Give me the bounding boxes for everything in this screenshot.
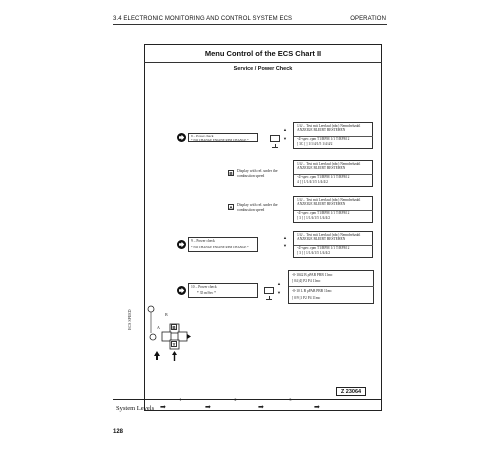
condition-label: Display with rel. under the <box>237 203 278 207</box>
entry-label: 9 – Power check <box>191 134 214 138</box>
arrow-right-icon: ➡ <box>160 403 166 411</box>
display-line: [ 3 [ ] 1/1/4/1/5 1/4/4/2 <box>297 216 331 220</box>
header-chapter: OPERATION <box>350 16 386 22</box>
display-line: [ 3 [ ] 1/1/4/1/5 1/4/4/2 <box>297 251 331 255</box>
display-box <box>293 122 373 149</box>
key-a: A <box>229 205 233 210</box>
display-box <box>288 270 374 304</box>
display-line: [ 0/9 |1 P2 P4 11mc <box>292 296 321 300</box>
entry-box <box>188 283 258 298</box>
down-arrow-icon: ▼ <box>283 243 287 248</box>
arrow-right-icon <box>177 133 186 142</box>
display-line: 1/4/... Test mit Leerlauf (nbc) Nenndrehzahl <box>297 162 361 166</box>
hand-icon <box>270 135 280 142</box>
entry-label: 9 – Power check <box>191 239 215 243</box>
display-line: -4/-spec. rpm T1/RPM 1/1 T/RPM 2 <box>297 175 350 179</box>
keypad-key-down: Y <box>172 342 176 347</box>
entry-box <box>188 237 258 252</box>
hand-icon <box>264 287 274 294</box>
key-b: B <box>229 171 233 176</box>
level-tick: -3- <box>288 397 293 402</box>
arrow-right-icon <box>177 286 186 295</box>
title-rule <box>144 62 382 63</box>
chart-subtitle: Service / Power Check <box>233 66 293 72</box>
display-line: [ 04 |4] P2 P4 11mc <box>292 279 321 283</box>
display-line: 1/4/... Test mit Leerlauf (nbc) Nenndrehzahl <box>297 233 361 237</box>
condition-label: Display with rel. under the <box>237 169 278 173</box>
display-line: -0-10 L B ρPAB PBB 11mc <box>292 289 332 293</box>
display-line: [ 3C [ ] 1/1/4/1/5 1/4/4/2 <box>297 142 333 146</box>
entry-label-sub: * 35 m/Sec * <box>197 291 216 295</box>
display-box <box>293 196 373 223</box>
display-line: ANZEIGE BLEIBT BESTEHEN <box>297 128 346 132</box>
display-box <box>293 160 373 187</box>
condition-label-sub: combustion speed <box>237 173 265 178</box>
arrow-right-icon: ➡ <box>258 403 264 411</box>
display-line: ANZEIGE BLEIBT BESTEHEN <box>297 237 346 241</box>
display-line: ANZEIGE BLEIBT BESTEHEN <box>297 166 346 170</box>
down-arrow-icon: ▼ <box>283 136 287 141</box>
figure-id: Z 23064 <box>336 387 366 396</box>
entry-label-sub: * NO CHANGE ENGINE RPM CHANGE * <box>191 245 249 249</box>
down-arrow-icon: ▼ <box>277 290 281 295</box>
marker-label: B <box>165 312 168 317</box>
entry-box <box>188 133 258 142</box>
up-arrow-icon: ▲ <box>283 235 287 240</box>
system-levels-rule <box>113 399 382 400</box>
display-line: 4 [ ] 1/1/4/1/5 1/4/4/2 <box>297 180 328 184</box>
display-line: -0-1042 B ρPAB PBB 11mc <box>292 273 333 277</box>
display-line: 1/4/... Test mit Leerlauf (nbc) Nenndrehzahl <box>297 198 361 202</box>
keypad-side-label: ECS SPEED <box>127 309 132 330</box>
keypad-key-up: B <box>172 325 176 330</box>
entry-label: 10 – Power check <box>191 285 217 289</box>
keypad-illustration <box>141 303 201 373</box>
up-arrow-icon: ▲ <box>277 281 281 286</box>
display-line: ANZEIGE BLEIBT BESTEHEN <box>297 202 346 206</box>
condition-label-sub: combustion speed <box>237 207 265 212</box>
chart-title: Menu Control of the ECS Chart II <box>204 49 322 58</box>
header-rule <box>113 24 387 25</box>
entry-label-sub: * NO CHANGE ENGINE RPM CHANGE * <box>191 138 249 142</box>
display-box <box>293 231 373 258</box>
arrow-right-icon <box>177 240 186 249</box>
arrow-right-icon: ➡ <box>205 403 211 411</box>
display-line: -4/-spec. rpm T1/RPM 1/1 T/RPM 2 <box>297 211 350 215</box>
system-levels-label: System Levels <box>116 405 155 412</box>
level-tick: -1- <box>178 397 183 402</box>
arrow-right-icon: ➡ <box>314 403 320 411</box>
header-section: 3.4 ELECTRONIC MONITORING AND CONTROL SYSTEM ECS <box>113 16 293 22</box>
display-line: -4/-spec. rpm T1/RPM 1/1 T/RPM 2 <box>297 246 350 250</box>
marker-label: A <box>157 325 160 330</box>
level-tick: -2- <box>233 397 238 402</box>
display-line: -4/-spec. rpm T1/RPM 1/1 T/RPM 2 <box>297 137 350 141</box>
up-arrow-icon: ▲ <box>283 127 287 132</box>
display-line: 1/4/... Test mit Leerlauf (nbc) Nenndrehzahl <box>297 124 361 128</box>
page-number: 128 <box>113 429 124 435</box>
